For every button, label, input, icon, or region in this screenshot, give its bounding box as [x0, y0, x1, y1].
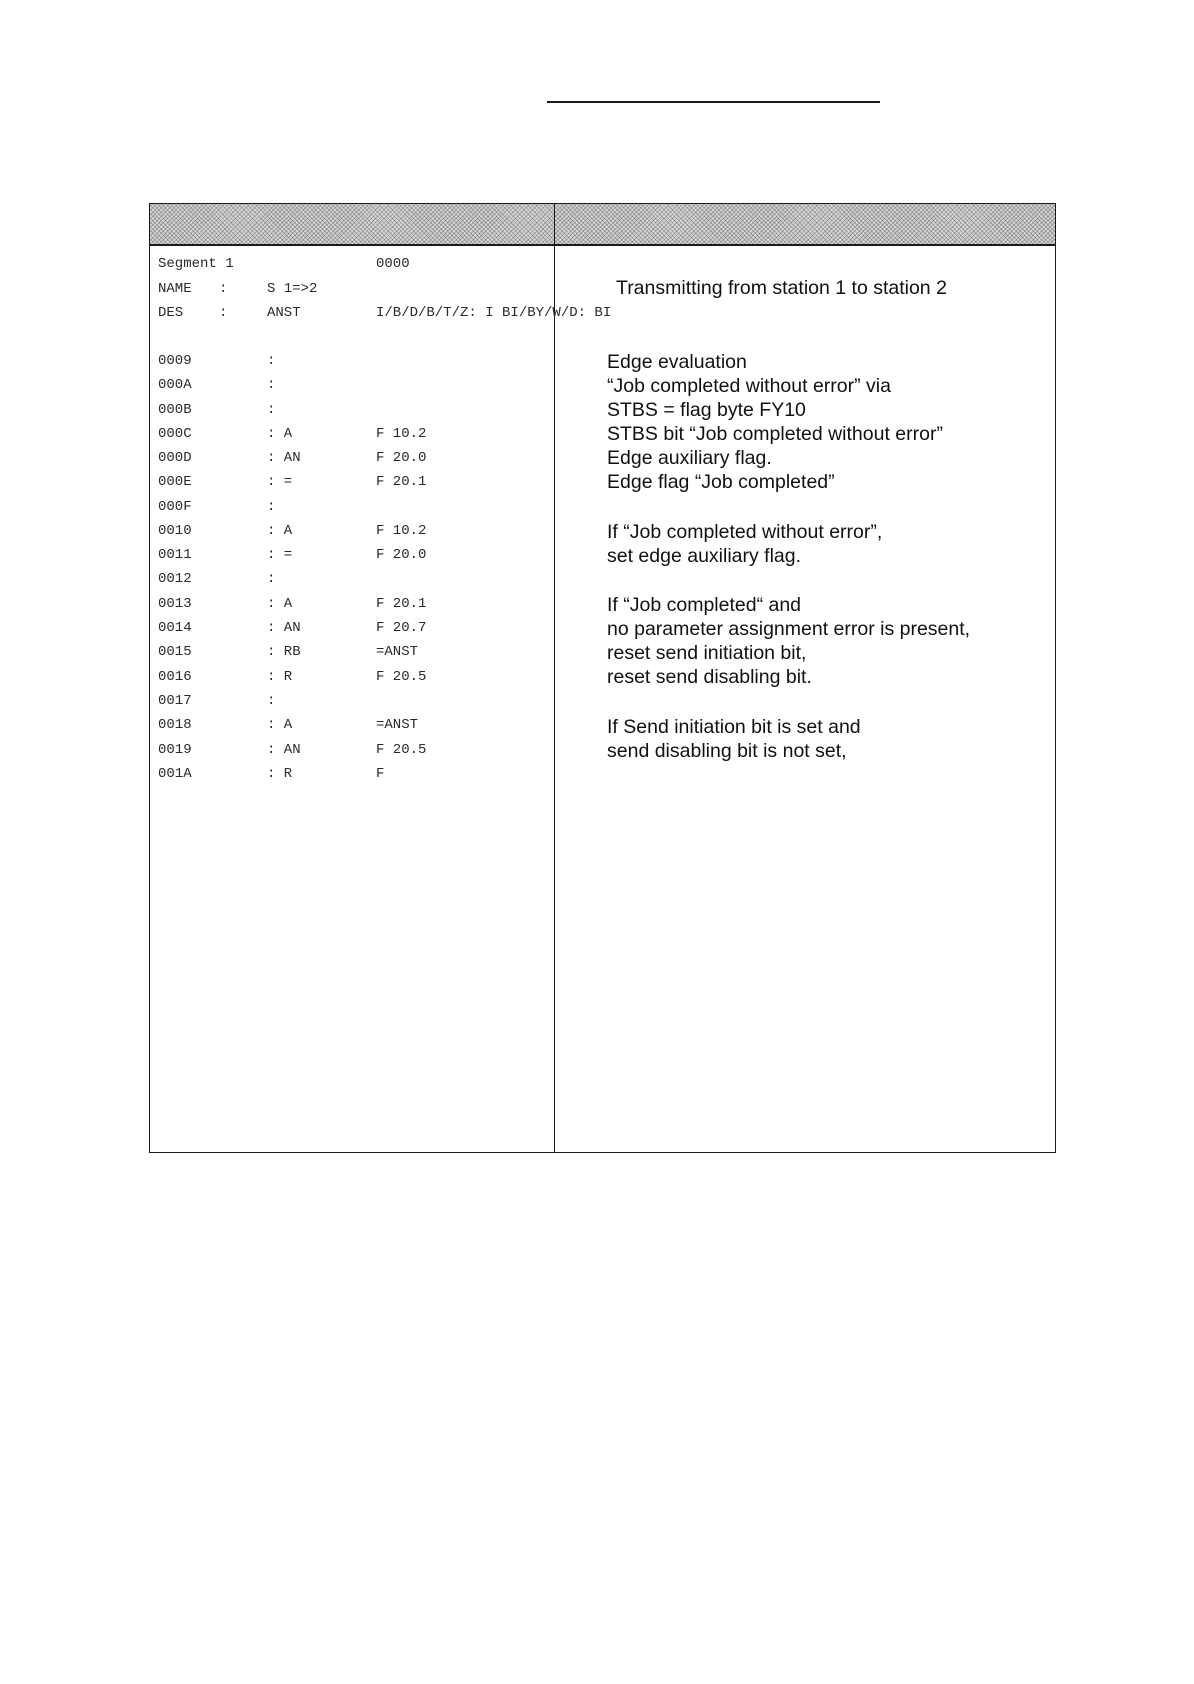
code-op: : — [267, 571, 276, 587]
code-operand: F — [376, 766, 385, 782]
code-op: : AN — [267, 620, 301, 636]
code-addr: 000D — [158, 450, 192, 466]
comment-line: Edge flag “Job completed” — [607, 471, 835, 493]
comment-line: “Job completed without error” via — [607, 375, 891, 397]
code-addr: 001A — [158, 766, 192, 782]
name-separator: : — [219, 281, 228, 297]
comment-line: STBS = flag byte FY10 — [607, 399, 806, 421]
code-op: : = — [267, 547, 293, 563]
code-addr: 0012 — [158, 571, 192, 587]
segment-label: Segment 1 — [158, 256, 234, 272]
code-operand: =ANST — [376, 717, 419, 733]
code-addr: 0016 — [158, 669, 192, 685]
code-operand: F 10.2 — [376, 426, 427, 442]
code-addr: 0017 — [158, 693, 192, 709]
code-op: : RB — [267, 644, 301, 660]
code-addr: 0011 — [158, 547, 192, 563]
comment-line: STBS bit “Job completed without error” — [607, 423, 943, 445]
comment-line: If “Job completed without error”, — [607, 521, 883, 543]
top-underline-rule — [547, 101, 880, 103]
code-addr: 000F — [158, 499, 192, 515]
code-operand: F 20.5 — [376, 742, 427, 758]
comment-line: If “Job completed“ and — [607, 594, 802, 616]
des-key: DES — [158, 305, 184, 321]
code-op: : A — [267, 523, 293, 539]
code-operand: F 20.1 — [376, 596, 427, 612]
code-op: : — [267, 499, 276, 515]
code-addr: 0019 — [158, 742, 192, 758]
comment-line: Edge evaluation — [607, 351, 747, 373]
des-format: I/B/D/B/T/Z: I BI/BY/W/D: BI — [376, 305, 612, 321]
code-op: : R — [267, 766, 293, 782]
name-value: S 1=>2 — [267, 281, 318, 297]
code-operand: =ANST — [376, 644, 419, 660]
code-op: : R — [267, 669, 293, 685]
name-key: NAME — [158, 281, 192, 297]
code-op: : — [267, 353, 276, 369]
code-operand: F 20.1 — [376, 474, 427, 490]
code-addr: 0018 — [158, 717, 192, 733]
code-op: : AN — [267, 742, 301, 758]
code-addr: 0014 — [158, 620, 192, 636]
code-op: : A — [267, 596, 293, 612]
code-addr: 000E — [158, 474, 192, 490]
code-operand: F 10.2 — [376, 523, 427, 539]
code-op: : — [267, 693, 276, 709]
comment-line: reset send initiation bit, — [607, 642, 807, 664]
comment-line: no parameter assignment error is present, — [607, 618, 971, 640]
code-addr: 0009 — [158, 353, 192, 369]
code-operand: F 20.0 — [376, 547, 427, 563]
code-op: : = — [267, 474, 293, 490]
comment-line: reset send disabling bit. — [607, 666, 812, 688]
segment-number: 0000 — [376, 256, 410, 272]
code-addr: 000B — [158, 402, 192, 418]
code-operand: F 20.5 — [376, 669, 427, 685]
code-op: : — [267, 402, 276, 418]
comment-line: set edge auxiliary flag. — [607, 545, 802, 567]
code-operand: F 20.0 — [376, 450, 427, 466]
code-addr: 0013 — [158, 596, 192, 612]
code-op: : A — [267, 717, 293, 733]
comment-line: If Send initiation bit is set and — [607, 716, 861, 738]
table-header-band — [150, 204, 1055, 246]
code-op: : — [267, 377, 276, 393]
comment-line: send disabling bit is not set, — [607, 740, 847, 762]
des-separator: : — [219, 305, 228, 321]
title-comment: Transmitting from station 1 to station 2 — [616, 277, 947, 299]
comment-line: Edge auxiliary flag. — [607, 447, 772, 469]
column-divider — [554, 204, 555, 1152]
code-op: : A — [267, 426, 293, 442]
des-value: ANST — [267, 305, 301, 321]
code-addr: 0010 — [158, 523, 192, 539]
code-operand: F 20.7 — [376, 620, 427, 636]
code-addr: 000A — [158, 377, 192, 393]
code-op: : AN — [267, 450, 301, 466]
code-addr: 000C — [158, 426, 192, 442]
code-addr: 0015 — [158, 644, 192, 660]
